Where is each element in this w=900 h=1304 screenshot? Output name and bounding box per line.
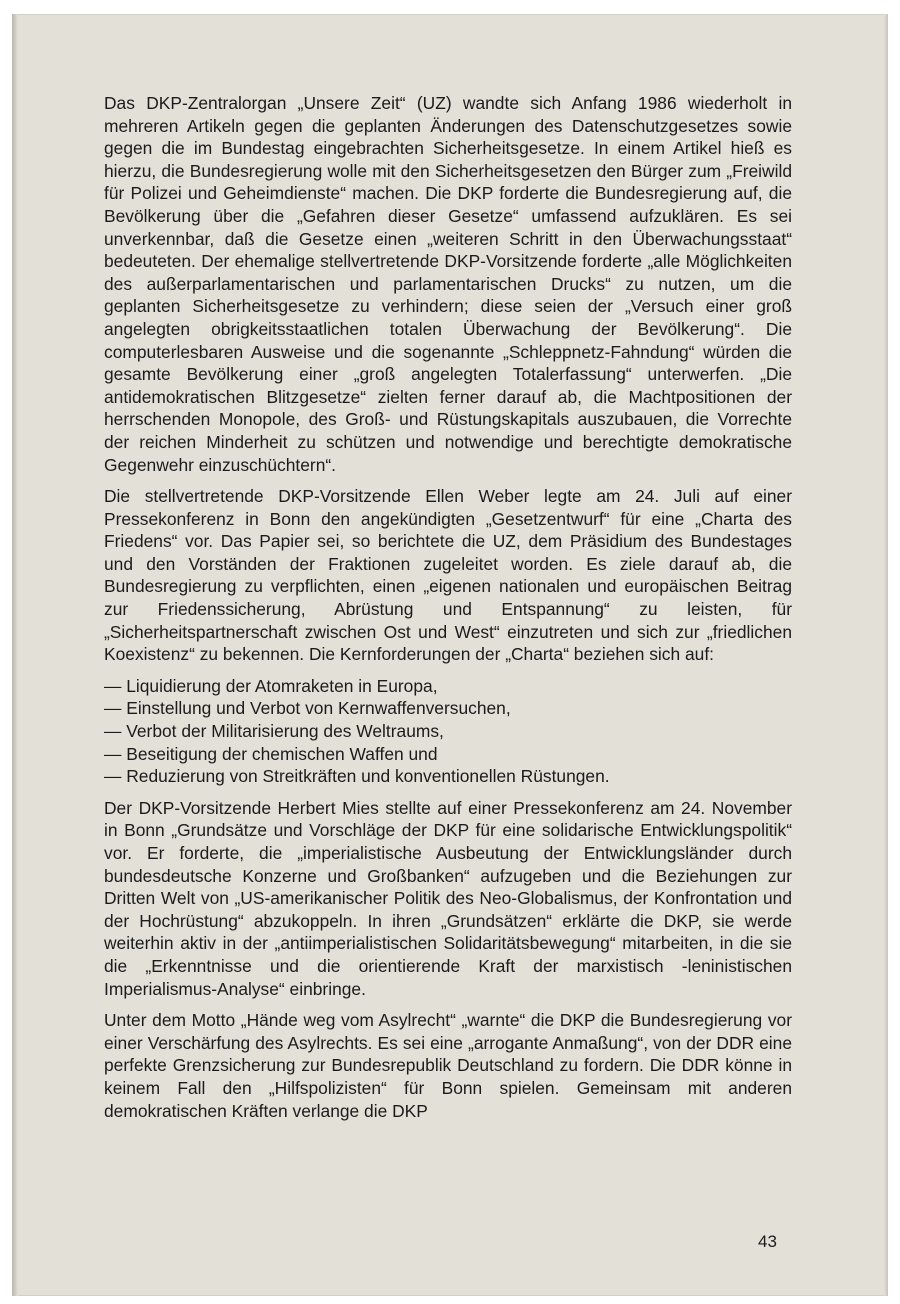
page-spine-shadow (12, 14, 18, 1296)
page-edge-shadow (884, 14, 888, 1296)
list-item: — Einstellung und Verbot von Kernwaffenversuchen, (104, 698, 511, 719)
paragraph-charta-des-friedens: Die stellvertretende DKP-Vorsitzende Ellen Weber legte am 24. Juli auf einer Pressekonferenz in Bonn den angekündigten „Gesetzentwurf“ für eine „Charta des Friedens“ vor. Das Papier sei, so berichtete die UZ, dem Präsidium des Bundestages und den Vorständen der Fraktionen zugeleitet worden. Es ziele darauf ab, die Bundesregierung zu verpflichten, einen „eigenen nationalen und europäischen Beitrag zur Friedenssicherung, Abrüstung und Entspannung“ zu leisten, für „Sicherheitspartnerschaft zwischen Ost und West“ einzutreten und sich zur „friedlichen Koexistenz“ zu bekennen. Die Kernforderungen der „Charta“ beziehen sich auf: (104, 486, 792, 665)
body-text (104, 92, 792, 1131)
list-item: — Liquidierung der Atomraketen in Europa, (104, 675, 438, 696)
list-item: — Verbot der Militarisierung des Weltraums, (104, 721, 444, 742)
list-item: — Beseitigung der chemischen Waffen und (104, 743, 438, 764)
paragraph-uz-datenschutz: Das DKP-Zentralorgan „Unsere Zeit“ (UZ) wandte sich Anfang 1986 wiederholt in mehreren Artikeln gegen die geplanten Änderungen des Datenschutzgesetzes sowie gegen die im Bundestag eingebrachten Sicherheitsgesetze. In einem Artikel hieß es hierzu, die Bundesregierung wolle mit den Sicherheitsgesetzen den Bürger zum „Freiwild für Polizei und Geheimdienste“ machen. Die DKP forderte die Bundesregierung auf, die Bevölkerung über die „Gefahren dieser Gesetze“ umfassend aufzuklären. Es sei unverkennbar, daß die Gesetze einen „weiteren Schritt in den Überwachungsstaat“ bedeuteten. Der ehemalige stellvertretende DKP-Vorsitzende forderte „alle Möglichkeiten des außerparlamentarischen und parlamentarischen Drucks“ zu nutzen, um die geplanten Sicherheitsgesetze zu verhindern; diese seien der „Versuch einer groß angelegten obrigkeitsstaatlichen totalen Überwachung der Bevölkerung“. Die computerlesbaren Ausweise und die sogenannte „Schleppnetz-Fahndung“ würden die gesamte Bevölkerung einer „groß angelegten Totalerfassung“ unterwerfen. „Die antidemokratischen Blitzgesetze“ zielten ferner darauf ab, die Machtpositionen der herrschenden Monopole, des Groß- und Rüstungskapitals auszubauen, die Vorrechte der reichen Minderheit zu schützen und notwendige und berechtigte demokratische Gegenwehr einzuschüchtern“. (104, 93, 792, 475)
page-number: 43 (758, 1232, 777, 1251)
charta-demands-list (104, 675, 792, 788)
paragraph-entwicklungspolitik: Der DKP-Vorsitzende Herbert Mies stellte auf einer Pressekonferenz am 24. November in Bonn „Grundsätze und Vorschläge der DKP für eine solidarische Entwicklungspolitik“ vor. Er forderte, die „imperialistische Ausbeutung der Entwicklungsländer durch bundesdeutsche Konzerne und Großbanken“ aufzugeben und die Beziehungen zur Dritten Welt von „US-amerikanischer Politik des Neo-Globalismus, der Konfrontation und der Hochrüstung“ abzukoppeln. In ihren „Grundsätzen“ erklärte die DKP, sie werde weiterhin aktiv in der „antiimperialistischen Solidaritätsbewegung“ mitarbeiten, in die sie die „Erkenntnisse und die orientierende Kraft der marxistisch -leninistischen Imperialismus-Analyse“ einbringe. (104, 797, 792, 999)
paragraph-asylrecht: Unter dem Motto „Hände weg vom Asylrecht“ „warnte“ die DKP die Bundesregierung vor einer Verschärfung des Asylrechts. Es sei eine „arrogante Anmaßung“, von der DDR eine perfekte Grenzsicherung zur Bundesrepublik Deutschland zu fordern. Die DDR könne in keinem Fall den „Hilfspolizisten“ für Bonn spielen. Gemeinsam mit anderen demokratischen Kräften verlange die DKP (104, 1010, 792, 1121)
document-page (12, 14, 888, 1296)
list-item: — Reduzierung von Streitkräften und konventionellen Rüstungen. (104, 766, 610, 787)
